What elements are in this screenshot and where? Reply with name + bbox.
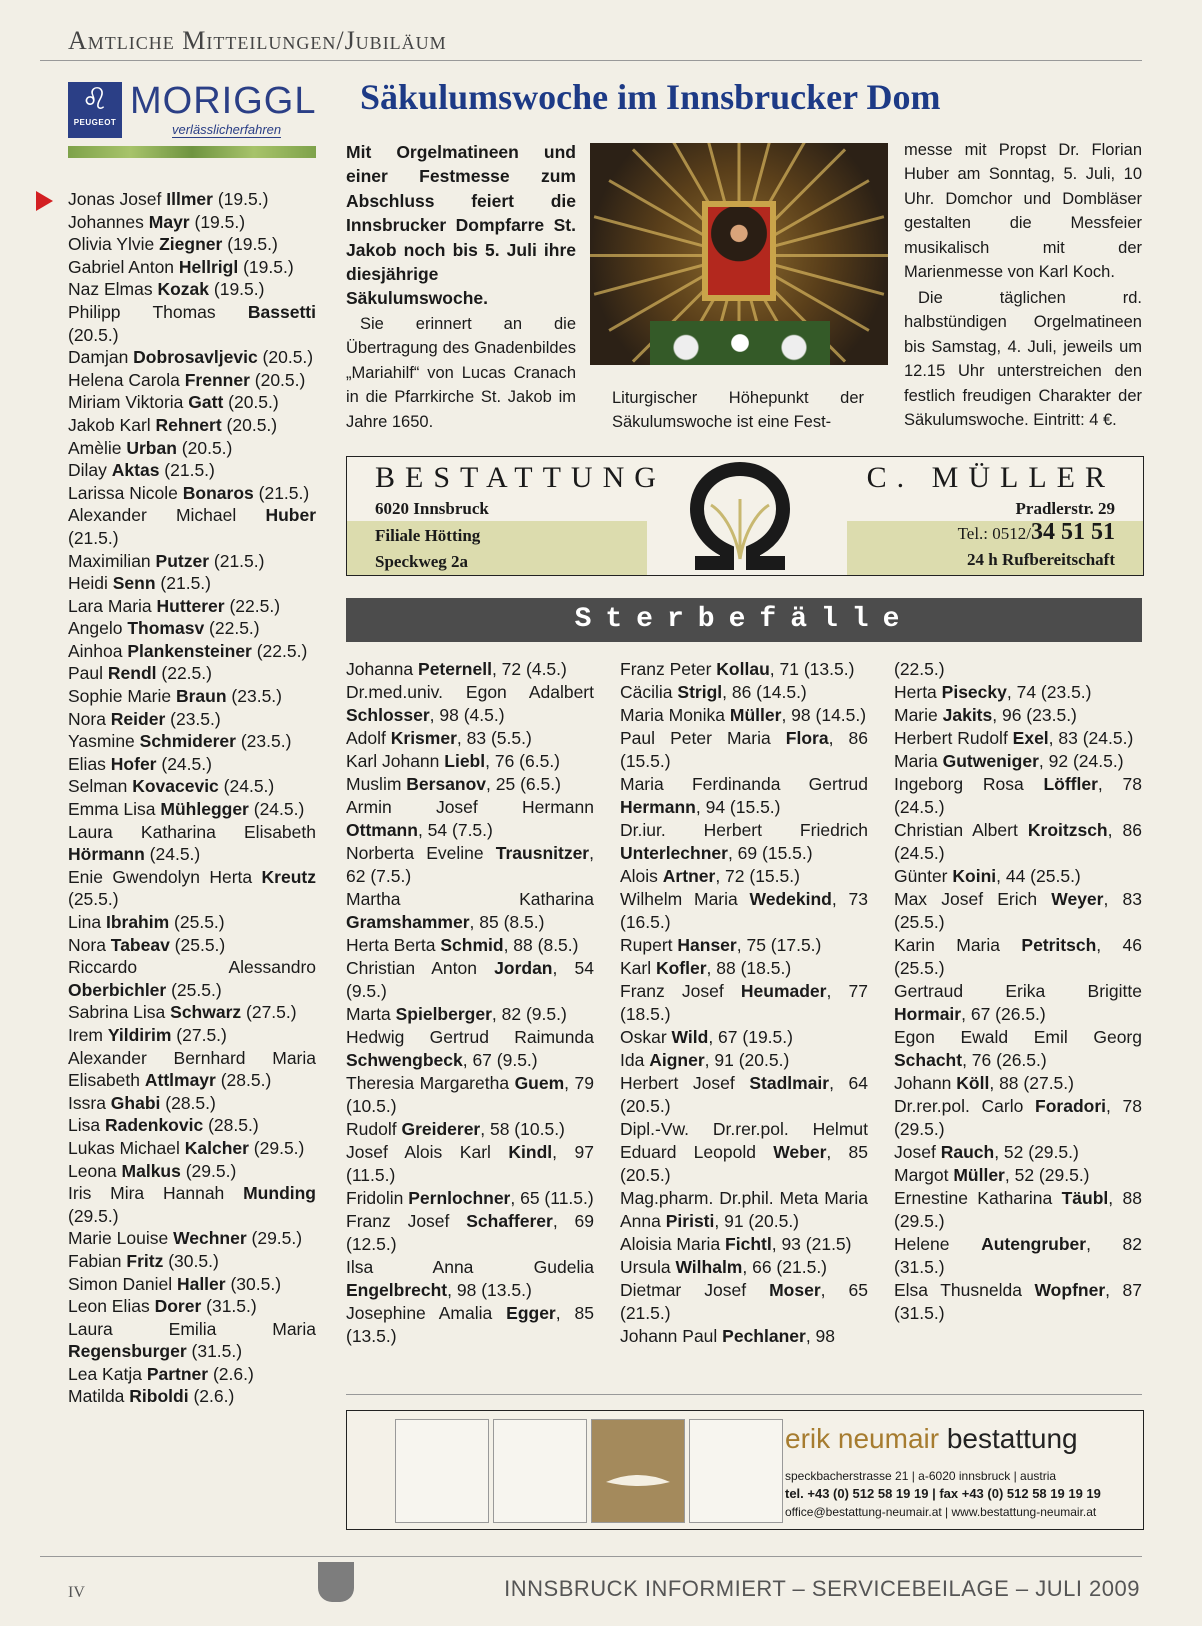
article-p2: Liturgischer Höhepunkt der Säkulumswoche ist eine Fest- — [612, 389, 864, 432]
birth-entry: Leona Malkus (29.5.) — [68, 1160, 237, 1181]
omega-icon — [665, 459, 815, 575]
birth-entry: Sabrina Lisa Schwarz (27.5.) — [68, 1002, 297, 1023]
neumair-name: erik neumair bestattung — [785, 1423, 1078, 1454]
death-entry: Rudolf Greiderer, 58 (10.5.) — [346, 1119, 565, 1139]
birth-entry: Matilda Riboldi (2.6.) — [68, 1386, 235, 1407]
death-entry: Muslim Bersanov, 25 (6.5.) — [346, 774, 561, 794]
death-entry: Hedwig Gertrud Raimunda Schwengbeck, 67 (9.5.) — [346, 1027, 594, 1070]
madonna-painting — [708, 207, 770, 295]
birth-entry: Alexander Bernhard Maria Elisabeth Attlmayr (28.5.) — [68, 1047, 316, 1091]
birth-entry: Laura Katharina Elisabeth Hörmann (24.5.) — [68, 821, 316, 865]
death-entry: Aloisia Maria Fichtl, 93 (21.5) — [620, 1234, 852, 1254]
birth-entry: Jonas Josef Illmer (19.5.) — [68, 189, 269, 209]
birth-entry: Lara Maria Hutterer (22.5.) — [68, 595, 281, 616]
birth-entry: Olivia Ylvie Ziegner (19.5.) — [68, 234, 278, 255]
ad-phone: Tel.: 0512/34 51 51 24 h Rufbereitschaft — [957, 519, 1115, 569]
birth-entry: Simon Daniel Haller (30.5.) — [68, 1273, 282, 1294]
page-number: IV — [68, 1584, 85, 1601]
death-entry: Ursula Wilhalm, 66 (21.5.) — [620, 1257, 828, 1277]
article-p1: Sie erinnert an die Übertragung des Gnadenbildes „Mariahilf“ von Lucas Cranach in die Pfarrkirche St. Jakob im Jahre 1650. — [346, 315, 576, 431]
birth-entry: Enie Gwendolyn Herta Kreutz (25.5.) — [68, 866, 316, 910]
birth-entry: Gabriel Anton Hellrigl (19.5.) — [68, 256, 294, 277]
birth-entry: Paul Rendl (22.5.) — [68, 663, 212, 684]
death-entry: Marta Spielberger, 82 (9.5.) — [346, 1004, 567, 1024]
death-entry: Mag.pharm. Dr.phil. Meta Maria Anna Piristi, 91 (20.5.) — [620, 1188, 868, 1231]
death-entry: Oskar Wild, 67 (19.5.) — [620, 1027, 793, 1047]
moriggl-logo — [68, 82, 316, 160]
death-entry: Ida Aigner, 91 (20.5.) — [620, 1050, 790, 1070]
birth-entry: Larissa Nicole Bonaros (21.5.) — [68, 482, 310, 503]
birth-entry: Jakob Karl Rehnert (20.5.) — [68, 414, 278, 435]
death-entry: Egon Ewald Emil Georg Schacht, 76 (26.5.) — [894, 1027, 1142, 1070]
death-entry: Dietmar Josef Moser, 65 (21.5.) — [620, 1280, 868, 1323]
death-entry: Josef Rauch, 52 (29.5.) — [894, 1142, 1079, 1162]
footer-rule — [40, 1556, 1142, 1557]
deaths-heading: Sterbefälle — [346, 598, 1142, 642]
birth-entry: Iris Mira Hannah Munding (29.5.) — [68, 1183, 316, 1226]
death-entry: Ernestine Katharina Täubl, 88 (29.5.) — [894, 1188, 1142, 1231]
death-entry: Herta Berta Schmid, 88 (8.5.) — [346, 935, 579, 955]
death-entry: Ilsa Anna Gudelia Engelbrecht, 98 (13.5.) — [346, 1257, 594, 1300]
birth-entry: Angelo Thomasv (22.5.) — [68, 618, 260, 639]
birth-entry: Lea Katja Partner (2.6.) — [68, 1363, 254, 1384]
birth-entry: Elias Hofer (24.5.) — [68, 753, 212, 774]
births-list — [68, 188, 316, 1408]
death-entry: Armin Josef Hermann Ottmann, 54 (7.5.) — [346, 797, 594, 840]
death-entry: Herbert Josef Stadlmair, 64 (20.5.) — [620, 1073, 868, 1116]
death-entry: Günter Koini, 44 (25.5.) — [894, 866, 1081, 886]
death-entry: Norberta Eveline Trausnitzer, 62 (7.5.) — [346, 843, 594, 886]
death-entry: Martha Katharina Gramshammer, 85 (8.5.) — [346, 889, 594, 932]
birth-entry: Miriam Viktoria Gatt (20.5.) — [68, 392, 279, 413]
death-entry: Adolf Krismer, 83 (5.5.) — [346, 728, 532, 748]
birth-entry: Yasmine Schmiderer (23.5.) — [68, 731, 292, 752]
deaths-column-2 — [620, 658, 868, 1348]
peugeot-lion-icon: ♌ PEUGEOT — [68, 82, 122, 138]
death-entry: Maria Gutweniger, 92 (24.5.) — [894, 751, 1124, 771]
altar-photo — [590, 143, 888, 365]
deaths-column-3 — [894, 658, 1142, 1325]
birth-entry: Issra Ghabi (28.5.) — [68, 1092, 216, 1113]
death-entry: Christian Anton Jordan, 54 (9.5.) — [346, 958, 594, 1001]
red-arrow-marker — [36, 191, 53, 211]
death-entry: Helene Autengruber, 82 (31.5.) — [894, 1234, 1142, 1277]
birth-entry: Laura Emilia Maria Regensburger (31.5.) — [68, 1318, 316, 1362]
logo-name: MORIGGL — [130, 80, 317, 122]
birth-entry: Lukas Michael Kalcher (29.5.) — [68, 1137, 305, 1158]
ad-title-left: BESTATTUNG — [375, 461, 666, 494]
death-entry: Johanna Peternell, 72 (4.5.) — [346, 659, 567, 679]
death-entry: Elsa Thusnelda Wopfner, 87 (31.5.) — [894, 1280, 1142, 1323]
death-entry: Josephine Amalia Egger, 85 (13.5.) — [346, 1303, 594, 1346]
neumair-address: speckbacherstrasse 21 | a-6020 innsbruck | austria tel. +43 (0) 512 58 19 19 | fax +43 (0) 512 58 19 19 19 office@bestattung-neumair.at | www.bestattung-neumair.at — [785, 1469, 1101, 1519]
death-entry: Johann Paul Pechlaner, 98 — [620, 1326, 836, 1346]
header-rule — [40, 60, 1142, 61]
death-entry: Fridolin Pernlochner, 65 (11.5.) — [346, 1188, 594, 1208]
death-entry: Franz Josef Schafferer, 69 (12.5.) — [346, 1211, 594, 1254]
birth-entry: Sophie Marie Braun (23.5.) — [68, 686, 282, 707]
birth-entry: Emma Lisa Mühlegger (24.5.) — [68, 799, 305, 820]
death-entry: Theresia Margaretha Guem, 79 (10.5.) — [346, 1073, 594, 1116]
birth-entry: Lina Ibrahim (25.5.) — [68, 912, 225, 932]
birth-entry: Nora Reider (23.5.) — [68, 708, 221, 729]
death-entry: Gertraud Erika Brigitte Hormair, 67 (26.5.) — [894, 981, 1142, 1024]
deaths-column-1 — [346, 658, 594, 1348]
birth-entry: Helena Carola Frenner (20.5.) — [68, 369, 306, 390]
birth-entry: Leon Elias Dorer (31.5.) — [68, 1296, 257, 1317]
section-header: Amtliche Mitteilungen/Jubiläum — [68, 26, 447, 55]
birth-entry: Alexander Michael Huber (21.5.) — [68, 505, 316, 548]
death-entry: Dr.iur. Herbert Friedrich Unterlechner, 69 (15.5.) — [620, 820, 868, 863]
ad-neumair — [346, 1410, 1144, 1530]
birth-entry: Riccardo Alessandro Oberbichler (25.5.) — [68, 957, 316, 1000]
logo-tagline: verlässlicherfahren — [172, 122, 282, 137]
birth-entry: Naz Elmas Kozak (19.5.) — [68, 279, 265, 300]
birth-entry: Ainhoa Plankensteiner (22.5.) — [68, 640, 308, 661]
death-entry: Herta Pisecky, 74 (23.5.) — [894, 682, 1092, 702]
death-entry: Karl Johann Liebl, 76 (6.5.) — [346, 751, 561, 771]
birth-entry: Nora Tabeav (25.5.) — [68, 934, 226, 955]
death-entry: Christian Albert Kroitzsch, 86 (24.5.) — [894, 820, 1142, 863]
death-entry: Rupert Hanser, 75 (17.5.) — [620, 935, 822, 955]
birth-entry: Marie Louise Wechner (29.5.) — [68, 1228, 303, 1249]
neumair-logo-icon — [591, 1419, 685, 1523]
death-entry: (22.5.) — [894, 659, 945, 679]
article-headline: Säkulumswoche im Innsbrucker Dom — [360, 77, 941, 117]
death-entry: Paul Peter Maria Flora, 86 (15.5.) — [620, 728, 868, 771]
birth-entry: Heidi Senn (21.5.) — [68, 573, 211, 594]
death-entry: Karl Kofler, 88 (18.5.) — [620, 958, 792, 978]
death-entry: Dipl.-Vw. Dr.rer.pol. Helmut Eduard Leopold Weber, 85 (20.5.) — [620, 1119, 868, 1185]
ad-bestattung-mueller — [346, 456, 1144, 576]
ad-title-right: C. MÜLLER — [866, 461, 1115, 494]
death-entry: Maria Monika Müller, 98 (14.5.) — [620, 705, 867, 725]
article-p3: messe mit Propst Dr. Florian Huber am Sonntag, 5. Juli, 10 Uhr. Domchor und Dombläser gestalten die Messfeier musikalisch mit der Marienmesse von Karl Koch. — [904, 141, 1142, 282]
death-entry: Dr.med.univ. Egon Adalbert Schlosser, 98 (4.5.) — [346, 682, 594, 725]
footer-title: INNSBRUCK INFORMIERT – SERVICEBEILAGE – JULI 2009 — [504, 1576, 1140, 1601]
ad-rule — [346, 1394, 1142, 1395]
death-entry: Max Josef Erich Weyer, 83 (25.5.) — [894, 889, 1142, 932]
birth-entry: Dilay Aktas (21.5.) — [68, 460, 215, 481]
death-entry: Franz Josef Heumader, 77 (18.5.) — [620, 981, 868, 1024]
innsbruck-crest-icon — [318, 1562, 354, 1602]
birth-entry: Johannes Mayr (19.5.) — [68, 211, 246, 232]
birth-entry: Fabian Fritz (30.5.) — [68, 1250, 219, 1271]
death-entry: Josef Alois Karl Kindl, 97 (11.5.) — [346, 1142, 594, 1185]
logo-grass — [68, 146, 316, 158]
death-entry: Cäcilia Strigl, 86 (14.5.) — [620, 682, 807, 702]
death-entry: Ingeborg Rosa Löffler, 78 (24.5.) — [894, 774, 1142, 817]
death-entry: Karin Maria Petritsch, 46 (25.5.) — [894, 935, 1142, 978]
birth-entry: Selman Kovacevic (24.5.) — [68, 776, 275, 797]
birth-entry: Amèlie Urban (20.5.) — [68, 437, 233, 458]
death-entry: Margot Müller, 52 (29.5.) — [894, 1165, 1090, 1185]
ad-branch: Filiale Hötting Speckweg 2a — [375, 526, 481, 571]
death-entry: Alois Artner, 72 (15.5.) — [620, 866, 800, 886]
death-entry: Wilhelm Maria Wedekind, 73 (16.5.) — [620, 889, 868, 932]
article-p4: Die täglichen rd. halbstündigen Orgelmatineen bis Samstag, 4. Juli, jeweils um 12.15 Uhr unterstreichen den festlich freudigen Charakter der Säkulumswoche. Eintritt: 4 €. — [904, 289, 1142, 430]
death-entry: Herbert Rudolf Exel, 83 (24.5.) — [894, 728, 1134, 748]
birth-entry: Damjan Dobrosavljevic (20.5.) — [68, 347, 314, 368]
death-entry: Maria Ferdinanda Gertrud Hermann, 94 (15.5.) — [620, 774, 868, 817]
birth-entry: Irem Yildirim (27.5.) — [68, 1024, 227, 1045]
ad-city: 6020 Innsbruck — [375, 499, 489, 518]
ad-street: Pradlerstr. 29 — [1015, 499, 1115, 518]
birth-entry: Philipp Thomas Bassetti (20.5.) — [68, 301, 316, 345]
death-entry: Dr.rer.pol. Carlo Foradori, 78 (29.5.) — [894, 1096, 1142, 1139]
death-entry: Marie Jakits, 96 (23.5.) — [894, 705, 1077, 725]
death-entry: Johann Köll, 88 (27.5.) — [894, 1073, 1074, 1093]
death-entry: Franz Peter Kollau, 71 (13.5.) — [620, 659, 855, 679]
birth-entry: Maximilian Putzer (21.5.) — [68, 550, 265, 571]
birth-entry: Lisa Radenkovic (28.5.) — [68, 1115, 259, 1136]
article-lead: Mit Orgelmatineen und einer Festmesse zum Abschluss feiert die Innsbrucker Dompfarre St. Jakob noch bis 5. Juli ihre diesjährige Säkulumswoche. — [346, 142, 576, 309]
